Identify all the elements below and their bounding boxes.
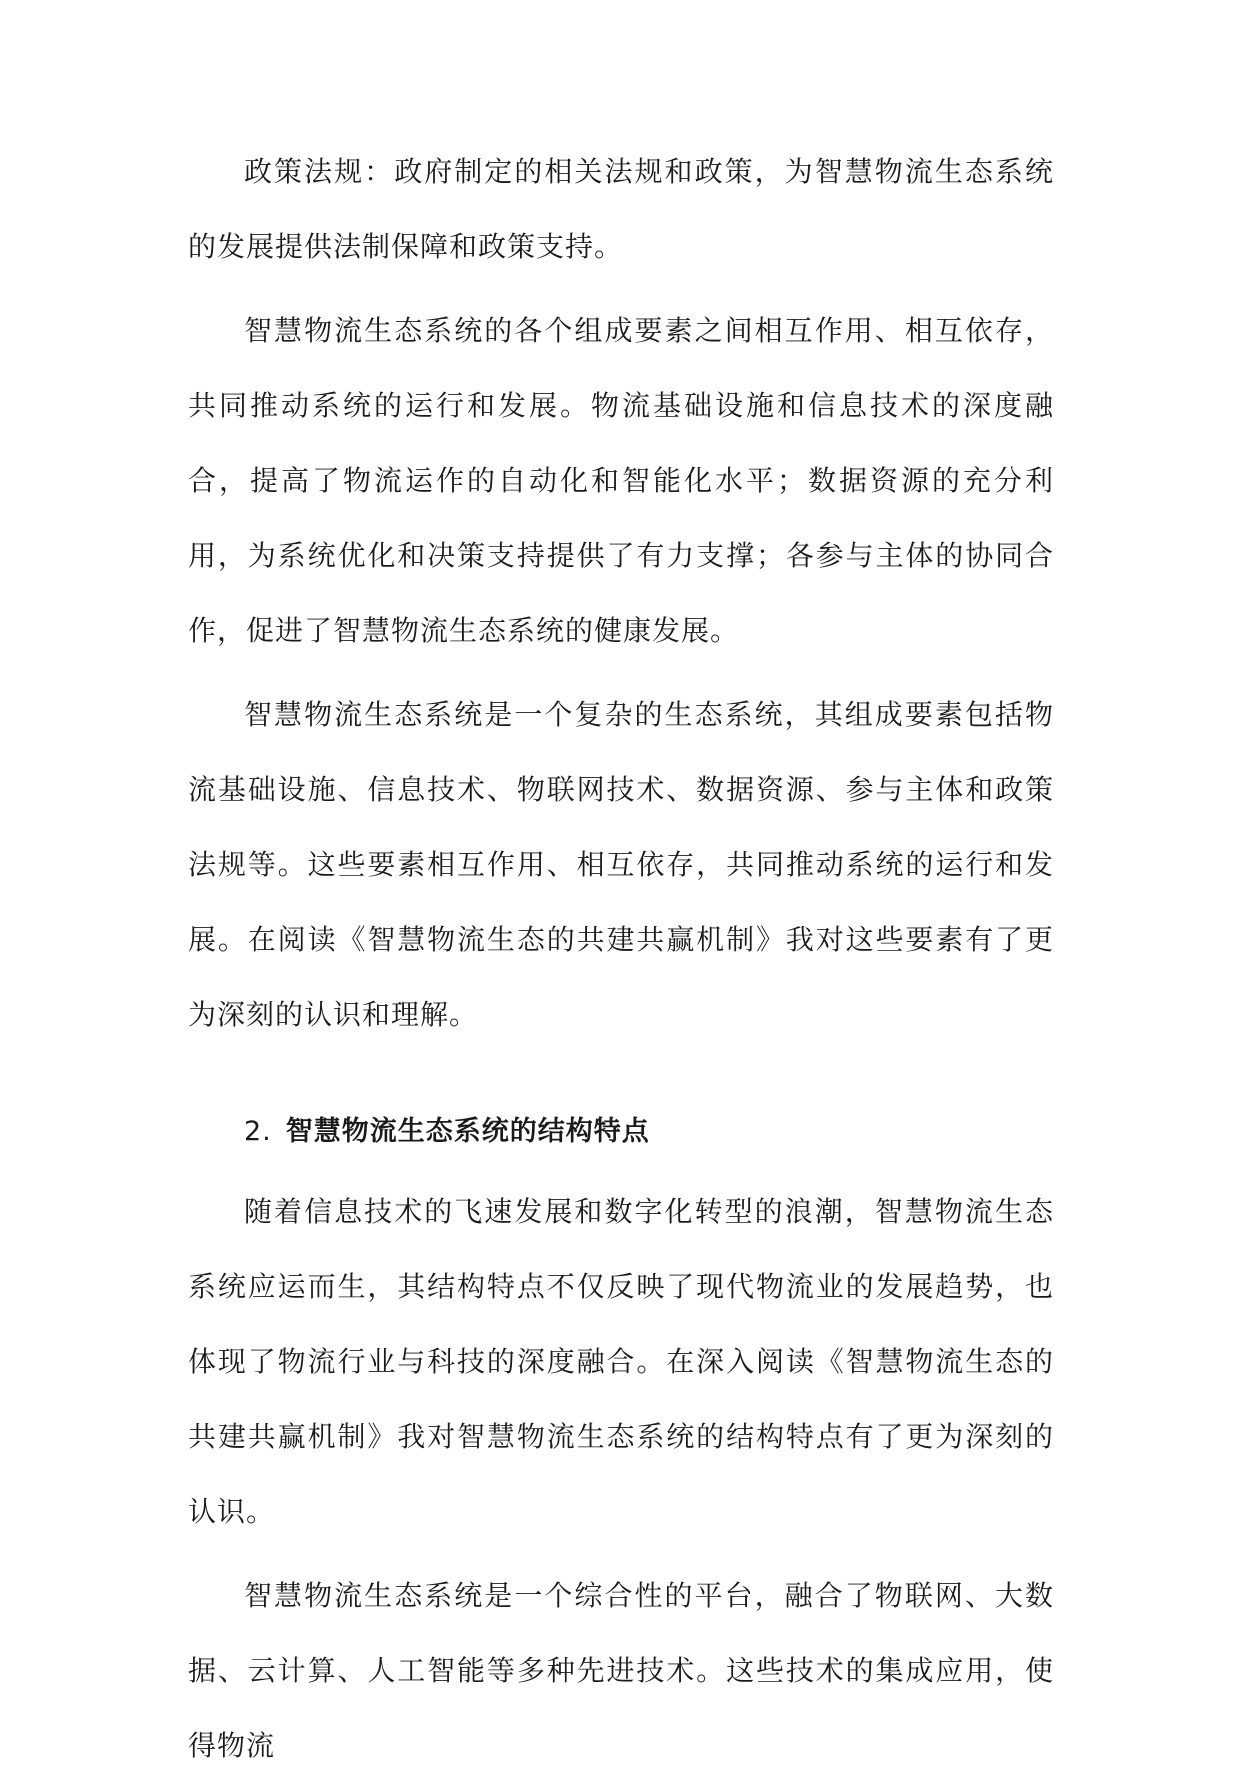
paragraph-element-interaction: 智慧物流生态系统的各个组成要素之间相互作用、相互依存，共同推动系统的运行和发展。物流基础设施和信息技术的深度融合，提高了物流运作的自动化和智能化水平；数据资源的充分利用，为系统优化和决策支持提供了有力支撑；各参与主体的协同合作，促进了智慧物流生态系统的健康发展。 bbox=[188, 314, 1054, 647]
paragraph-structure-intro: 随着信息技术的飞速发展和数字化转型的浪潮，智慧物流生态系统应运而生，其结构特点不仅反映了现代物流业的发展趋势，也体现了物流行业与科技的深度融合。在深入阅读《智慧物流生态的共建共赢机制》我对智慧物流生态系统的结构特点有了更为深刻的认识。 bbox=[188, 1195, 1054, 1528]
paragraph-policy-regulations: 政策法规：政府制定的相关法规和政策，为智慧物流生态系统的发展提供法制保障和政策支持。 bbox=[188, 155, 1054, 263]
document-body bbox=[188, 134, 1054, 1792]
paragraph-integrated-platform: 智慧物流生态系统是一个综合性的平台，融合了物联网、大数据、云计算、人工智能等多种先进技术。这些技术的集成应用，使得物流 bbox=[188, 1579, 1054, 1762]
section-title: 智慧物流生态系统的结构特点 bbox=[285, 1116, 650, 1147]
paragraph-ecosystem-summary: 智慧物流生态系统是一个复杂的生态系统，其组成要素包括物流基础设施、信息技术、物联网技术、数据资源、参与主体和政策法规等。这些要素相互作用、相互依存，共同推动系统的运行和发展。在阅读《智慧物流生态的共建共赢机制》我对这些要素有了更为深刻的认识和理解。 bbox=[188, 698, 1054, 1031]
section-number: 2. bbox=[244, 1116, 272, 1147]
section-heading bbox=[188, 1090, 1054, 1174]
